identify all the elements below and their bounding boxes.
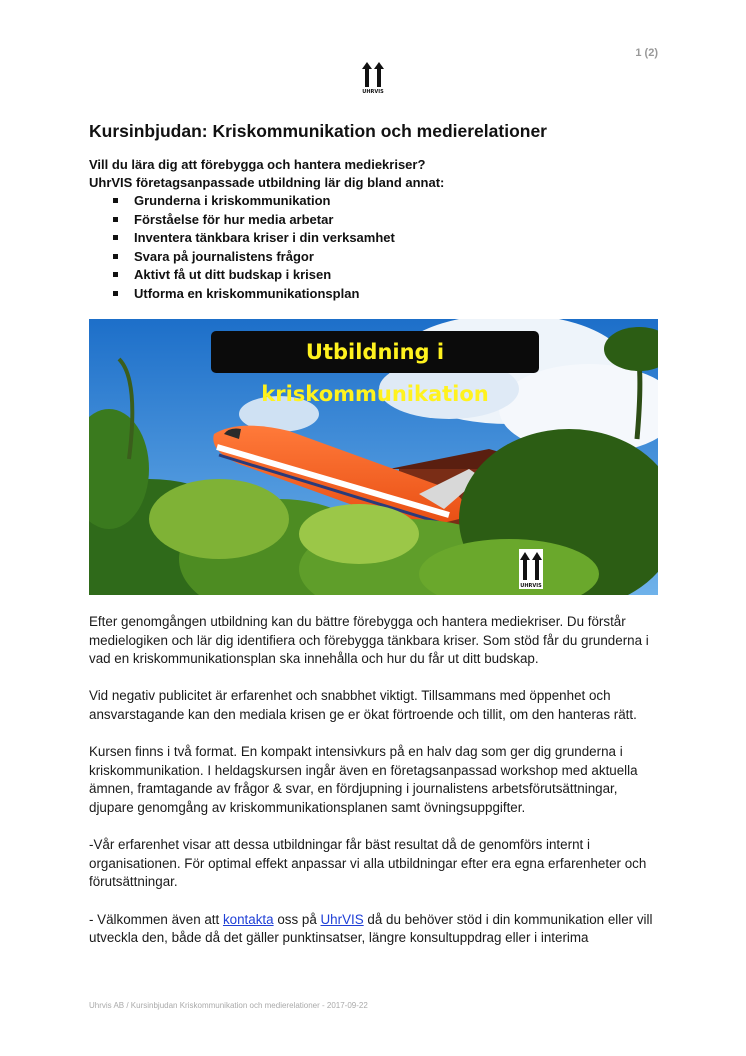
- list-item: Grunderna i kriskommunikation: [89, 192, 444, 211]
- bullet-icon: [113, 217, 118, 222]
- intro-question: Vill du lära dig att förebygga och hantera mediekriser?: [89, 157, 426, 172]
- paragraph: -Vår erfarenhet visar att dessa utbildningar får bäst resultat då de genomförs internt i organisationen. För optimal effekt anpassar vi alla utbildningar efter era egna erfarenheter och förutsättningar.: [89, 837, 647, 890]
- bullet-icon: [113, 291, 118, 296]
- bullet-icon: [113, 235, 118, 240]
- uhrvis-link[interactable]: UhrVIS: [320, 911, 364, 927]
- body-text: [89, 613, 664, 966]
- banner-logo-icon: [519, 549, 543, 589]
- page-footer: Uhrvis AB / Kursinbjudan Kriskommunikation och medierelationer - 2017-09-22: [89, 1001, 368, 1010]
- svg-text:UHRVIS: UHRVIS: [362, 89, 384, 94]
- intro-section: [89, 156, 444, 303]
- bullet-icon: [113, 272, 118, 277]
- banner-title: Utbildning i kriskommunikation: [211, 331, 539, 373]
- document-title: Kursinbjudan: Kriskommunikation och medierelationer: [89, 121, 547, 141]
- list-item: Svara på journalistens frågor: [89, 248, 444, 267]
- paragraph: Efter genomgången utbildning kan du bättre förebygga och hantera mediekriser. Du förstår medielogiken och lär dig identifiera och förebygga tänkbara kriser. Som stöd får du grunderna i vad en kriskommunikationsplan ska innehålla och hur du får ut ditt budskap.: [89, 614, 649, 667]
- page-number: 1 (2): [635, 47, 658, 59]
- list-item: Utforma en kriskommunikationsplan: [89, 285, 444, 304]
- paragraph: Kursen finns i två format. En kompakt intensivkurs på en halv dag som ger dig grunderna i kriskommunikation. I heldagskursen ingår även en företagsanpassad workshop med aktuella ämnen, framtagande av frågor & svar, en fördjupning i journalistens arbetsförutsättningar, djupare genomgång av kriskommunikationsplanen samt övningsuppgifter.: [89, 744, 638, 815]
- paragraph-contact: - Välkommen även att kontakta oss på UhrVIS då du behöver stöd i din kommunikation eller vill utveckla den, både då det gäller punktinsatser, längre konsultuppdrag eller i interima: [89, 911, 653, 946]
- contact-link[interactable]: kontakta: [222, 911, 274, 927]
- intro-lead: UhrVIS företagsanpassade utbildning lär dig bland annat:: [89, 175, 445, 190]
- bullet-icon: [113, 198, 118, 203]
- course-banner-image: [89, 319, 658, 595]
- course-topics-list: [89, 192, 444, 303]
- list-item: Inventera tänkbara kriser i din verksamhet: [89, 229, 444, 248]
- paragraph: Vid negativ publicitet är erfarenhet och snabbhet viktigt. Tillsammans med öppenhet och ansvarstagande kan den mediala krisen ge er ökat förtroende och tillit, om den hanteras rätt.: [89, 688, 637, 722]
- bullet-icon: [113, 254, 118, 259]
- svg-text:UHRVIS: UHRVIS: [520, 583, 542, 589]
- list-item: Förståelse för hur media arbetar: [89, 211, 444, 230]
- list-item: Aktivt få ut ditt budskap i krisen: [89, 266, 444, 285]
- uhrvis-logo: [360, 60, 386, 94]
